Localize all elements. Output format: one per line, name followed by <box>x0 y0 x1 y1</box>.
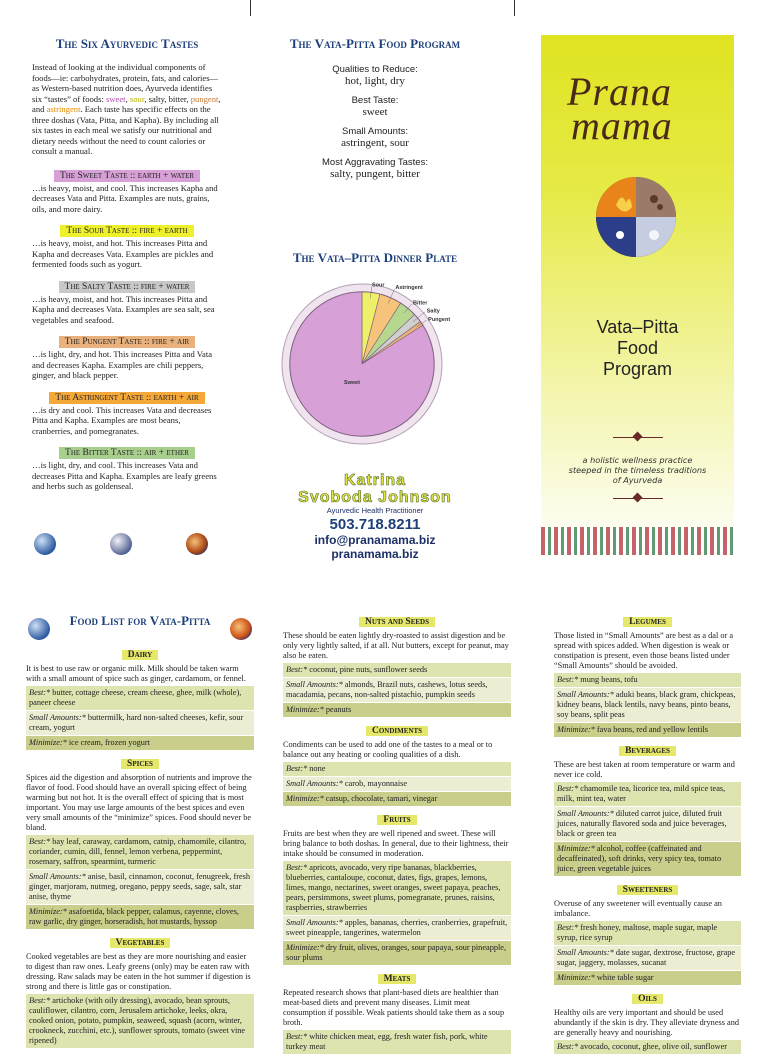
taste-heading: The Bitter Taste :: air + ether <box>59 447 195 459</box>
food-section-heading: Beverages <box>619 746 676 756</box>
food-row-label: Best:* <box>29 837 51 846</box>
food-row-label: Minimize:* <box>557 844 595 853</box>
taste-description: …is heavy, moist, and cool. This increases Kapha and decreases Vata and Pitta. Examples are nuts, grains, oils, and more dairy. <box>32 182 218 214</box>
food-row-text: bay leaf, caraway, cardamom, catnip, chamomile, cilantro, coriander, cumin, dill, fennel, lemon verbena, peppermint, rosemary, saffron, spearmint, turmeric <box>29 837 247 866</box>
food-row-text: asafoetida, black pepper, calamus, cayenne, cloves, raw garlic, dry ginger, horseradish, hot mustards, hyssop <box>29 907 240 926</box>
food-program-item-value: astringent, sour <box>341 137 409 149</box>
food-section-intro: It is best to use raw or organic milk. Milk should be taken warm with a small amount of spice such as ginger, cardamom, or fennel. <box>26 664 246 683</box>
food-section <box>554 988 741 1054</box>
food-section-heading: Legumes <box>623 617 672 627</box>
food-row-text: fresh honey, maltose, maple sugar, maple syrup, rice syrup <box>557 923 718 942</box>
food-row-label: Minimize:* <box>29 738 67 747</box>
food-row-best <box>283 663 511 677</box>
taste-entry <box>32 276 222 326</box>
food-section <box>554 611 741 737</box>
food-row-label: Small Amounts:* <box>29 872 86 881</box>
food-row-text: white chicken meat, egg, fresh water fish, pork, white turkey meat <box>286 1032 488 1051</box>
taste-entry <box>32 331 222 381</box>
food-row-label: Small Amounts:* <box>557 690 614 699</box>
food-program-item <box>280 64 470 87</box>
food-row-label: Minimize:* <box>286 794 324 803</box>
food-row-text: aduki beans, black gram, chickpeas, kidney beans, black lentils, navy beans, pinto beans, soy beans, split peas <box>557 690 736 719</box>
taste-entry <box>32 387 222 437</box>
food-program-item-value: sweet <box>362 106 388 118</box>
taste-description: …is dry and cool. This increases Vata and decreases Pitta and Kapha. Examples are most beans, cranberries, and pomegranates. <box>32 404 212 436</box>
food-row-label: Small Amounts:* <box>286 918 343 927</box>
food-section <box>283 611 511 717</box>
food-row-best <box>554 921 741 945</box>
food-row-label: Minimize:* <box>286 943 324 952</box>
food-list-column-1 <box>26 641 254 1049</box>
food-program-item-value: salty, pungent, bitter <box>330 168 420 180</box>
air-element-icon <box>34 533 56 555</box>
intro-word-salty: salty <box>148 93 165 104</box>
food-list-column-2 <box>283 608 511 1055</box>
cover-panel <box>541 35 734 561</box>
food-row-best <box>26 686 254 710</box>
food-section-intro: Repeated research shows that plant-based diets are healthier than meat-based diets and prevent many diseases. Limit meat consumption if possible. Weak patients should take them as a soup broth. <box>283 988 505 1027</box>
food-section-heading: Dairy <box>122 650 159 660</box>
food-row-label: Best:* <box>286 1032 308 1041</box>
phone-number[interactable]: 503.718.8211 <box>329 516 421 533</box>
taste-heading: The Sour Taste :: fire + earth <box>60 225 193 237</box>
intro-text-a: Instead of looking at the individual components of foods—ie: carbohydrates, protein, fats, and calories—as Western-based nutrition does, Ayurveda identifies six “tastes” of foods: <box>32 62 219 104</box>
ornament-divider <box>613 494 663 502</box>
food-program-item-label: Most Aggravating Tastes: <box>322 157 428 168</box>
taste-description: …is light, dry, and cool. This increases Vata and decreases Pitta and Kapha. Examples are leafy greens and herbs such as goldenseal. <box>32 460 217 491</box>
food-row-small <box>554 807 741 841</box>
cover-title-line3: Program <box>602 359 673 379</box>
food-row-text: coconut, pine nuts, sunflower seeds <box>307 665 428 674</box>
food-row-text: buttermilk, hard non-salted cheeses, kefir, sour cream, yogurt <box>29 713 244 732</box>
food-section-intro: Spices aid the digestion and absorption of nutrients and improve the flavor of food. Food should have an overall spicing effect of being warming but not hot. It is the overall effect of spicing that is most important. You may use large amounts of the best spices and even very small amounts of the “minimize” spices. Food should never be bland. <box>26 773 252 832</box>
food-program-item-label: Qualities to Reduce: <box>332 64 418 75</box>
tastes-list <box>32 165 222 492</box>
elements-emblem-icon <box>594 175 678 259</box>
intro-word-sour: sour <box>129 93 145 104</box>
food-row-best <box>554 1040 741 1054</box>
cover-title <box>541 317 734 380</box>
food-row-label: Small Amounts:* <box>286 779 343 788</box>
taste-entry <box>32 220 222 270</box>
food-row-text: chamomile tea, licorice tea, mild spice teas, milk, mint tea, water <box>557 784 726 803</box>
food-row-label: Best:* <box>557 923 579 932</box>
intro-word-bitter: bitter <box>168 93 187 104</box>
intro-word-sweet: sweet <box>106 93 126 104</box>
food-row-label: Best:* <box>286 665 308 674</box>
food-program-title: The Vata-Pitta Food Program <box>289 36 461 51</box>
pie-label-bitter: Bitter <box>412 300 428 307</box>
dinner-plate-chart <box>278 272 478 462</box>
food-row-text: mung beans, tofu <box>578 675 638 684</box>
food-section-heading: Fruits <box>377 815 416 825</box>
food-row-min <box>283 941 511 965</box>
food-row-label: Minimize:* <box>557 725 595 734</box>
food-program-item <box>280 95 470 118</box>
website-link[interactable]: pranamama.biz <box>331 547 419 561</box>
pie-label-sweet: Sweet <box>344 380 360 386</box>
food-list-title: Food List for Vata-Pitta <box>69 613 211 628</box>
food-row-text: butter, cottage cheese, cream cheese, ghee, milk (whole), paneer cheese <box>29 688 242 707</box>
food-row-min <box>26 736 254 750</box>
food-section-intro: Cooked vegetables are best as they are more nourishing and easier to digest than raw ones. Leafy greens (only) may be eaten raw with dressing. Raw salads may be eaten in the hot summer if digestion is strong and there is little gas or constipation. <box>26 952 251 991</box>
food-program-item <box>280 126 470 149</box>
water-element-icon <box>110 533 132 555</box>
food-row-min <box>283 703 511 717</box>
food-row-small <box>26 711 254 735</box>
food-section-heading: Vegetables <box>110 938 171 948</box>
food-program-item-value: hot, light, dry <box>345 75 405 87</box>
fold-mark-right <box>514 0 515 16</box>
food-row-text: carob, mayonnaise <box>342 779 408 788</box>
prana-mama-logo <box>567 69 717 148</box>
food-row-min <box>554 842 741 876</box>
food-row-label: Best:* <box>557 784 579 793</box>
food-program-item-label: Best Taste: <box>351 95 399 106</box>
food-section <box>26 753 254 929</box>
food-row-best <box>554 673 741 687</box>
food-row-text: ice cream, frozen yogurt <box>66 738 150 747</box>
taste-heading: The Salty Taste :: fire + water <box>59 281 196 293</box>
food-row-text: avocado, coconut, ghee, olive oil, sunflower <box>578 1042 728 1051</box>
taste-description: …is heavy, moist, and hot. This increases Pitta and Kapha and decreases Vata. Examples are pickles and fermented foods such as yogurt. <box>32 238 214 269</box>
food-row-min <box>283 792 511 806</box>
food-row-best <box>26 835 254 869</box>
food-row-text: anise, basil, cinnamon, coconut, fenugreek, fresh ginger, marjoram, nutmeg, oregano, peppy seeds, sage, salt, star anise, thyme <box>29 872 251 901</box>
food-section-intro: Overuse of any sweetener will eventually cause an imbalance. <box>554 899 722 918</box>
food-row-small <box>26 870 254 904</box>
food-row-text: diluted carrot juice, diluted fruit juices, naturally flavored soda and juice beverages, black or green tea <box>557 809 727 838</box>
email-link[interactable]: info@pranamama.biz <box>314 533 436 547</box>
food-row-text: peanuts <box>323 705 352 714</box>
food-row-min <box>554 723 741 737</box>
decorative-border-pattern <box>541 527 734 555</box>
food-row-small <box>554 688 741 722</box>
food-row-best <box>26 994 254 1048</box>
food-section <box>26 932 254 1048</box>
pie-label-astringent: Astringent <box>395 284 423 291</box>
food-program-items <box>280 64 470 180</box>
food-section-intro: Condiments can be used to add one of the tastes to a meal or to balance out any heating or cooling qualities of a dish. <box>283 740 493 759</box>
dinner-plate-title: The Vata–Pitta Dinner Plate <box>292 250 458 265</box>
food-row-text: apricots, avocado, very ripe bananas, blackberries, blueberries, cantaloupe, coconut, dates, figs, grapes, lemons, limes, mango, nectarines, sweet oranges, sweet papaya, peaches, pears, persimmons, sweet plums, pomegranate, prunes, raisins, raspberries, strawberries <box>286 863 501 912</box>
fire-element-icon <box>230 618 252 640</box>
food-section <box>283 809 511 965</box>
food-section <box>283 968 511 1054</box>
food-section-intro: Those listed in “Small Amounts” are best as a dal or a spread with spices added. When digestion is weak or constipation is present, even those beans listed under “Small Amounts” should be avoided. <box>554 631 734 670</box>
food-list-column-3 <box>554 608 741 1055</box>
taste-entry <box>32 442 222 492</box>
tagline-line2: steeped in the timeless traditions <box>568 465 707 475</box>
food-row-best <box>554 782 741 806</box>
pie-slices <box>290 292 434 436</box>
food-row-text: none <box>307 764 326 773</box>
pie-label-pungent: Pungent <box>428 317 451 324</box>
food-row-text: alcohol, coffee (caffeinated and decaffeinated), soft drinks, very spicy tea, tomato juice, green vegetable juices <box>557 844 722 873</box>
food-program-item-label: Small Amounts: <box>342 126 408 137</box>
food-row-small <box>283 678 511 702</box>
food-row-text: apples, bananas, cherries, cranberries, grapefruit, sweet pineapple, tangerines, watermelon <box>286 918 508 937</box>
six-tastes-panel <box>32 36 222 492</box>
food-row-text: catsup, chocolate, tamari, vinegar <box>323 794 438 803</box>
contact-block <box>270 472 480 561</box>
food-row-label: Small Amounts:* <box>286 680 343 689</box>
taste-description: …is light, dry, and hot. This increases Pitta and Vata and decreases Kapha. Examples are chili peppers, ginger, and black pepper. <box>32 349 213 380</box>
food-row-min <box>26 905 254 929</box>
cover-title-line1: Vata–Pitta <box>596 317 679 337</box>
taste-entry <box>32 165 222 215</box>
food-section-heading: Nuts and Seeds <box>359 617 435 627</box>
food-program-item <box>280 157 470 180</box>
practitioner-name-line2: Svoboda Johnson <box>298 489 452 506</box>
food-program-panel <box>280 36 470 188</box>
food-row-label: Best:* <box>286 863 308 872</box>
food-section <box>26 644 254 750</box>
taste-heading: The Sweet Taste :: earth + water <box>54 170 200 182</box>
food-row-label: Best:* <box>557 1042 579 1051</box>
air-element-icon <box>28 618 50 640</box>
food-row-text: almonds, Brazil nuts, cashews, lotus seeds, macadamia, pecans, non-salted pistachio, pumpkin seeds <box>286 680 488 699</box>
six-tastes-intro: Instead of looking at the individual components of foods—ie: carbohydrates, protein, fats, and calories—as Western-based nutrition does, Ayurveda identifies six “tastes” of foods: sweet, sour, salty, bitter, pungent, and astringent. Each taste has specific effects on the three doshas (Vata, Pitta, and Kapha). By including all six tastes in each meal we satisfy our nutritional and dietary needs without the need to count calories or consult a manual. <box>32 62 221 156</box>
food-section-intro: These are best taken at room temperature or warm and never ice cold. <box>554 760 735 779</box>
practitioner-role: Ayurvedic Health Practitioner <box>326 506 424 515</box>
food-row-label: Best:* <box>29 996 51 1005</box>
practitioner-name-line1: Katrina <box>343 472 407 489</box>
food-row-text: date sugar, dextrose, fructose, grape sugar, jaggery, molasses, sucanat <box>557 948 736 967</box>
food-row-min <box>554 971 741 985</box>
taste-heading: The Pungent Taste :: fire + air <box>59 336 195 348</box>
logo-line1: Prana <box>567 69 672 114</box>
food-section <box>283 720 511 806</box>
food-section <box>554 879 741 985</box>
taste-heading: The Astringent Taste :: earth + air <box>49 392 204 404</box>
food-row-label: Minimize:* <box>286 705 324 714</box>
food-section-heading: Oils <box>632 994 663 1004</box>
food-row-text: white table sugar <box>594 973 654 982</box>
food-section-intro: Healthy oils are very important and should be used abundantly if the skin is dry. They alleviate dryness and are generally heavy and nourishing. <box>554 1008 740 1037</box>
tagline-line3: of Ayurveda <box>612 475 663 485</box>
food-row-text: artichoke (with oily dressing), avocado, bean sprouts, cauliflower, cilantro, corn, Jerusalem artichoke, leeks, okra, cooked onion, potato, pumpkin, seaweed, squash (acorn, winter, crookneck, zucchini, etc.), sunflower sprouts, tomato (sweet vine ripened) <box>29 996 246 1045</box>
taste-description: …is heavy, moist, and hot. This increases Pitta and Kapha and decreases Vata. Examples are sea salt, sea vegetables and seafood. <box>32 293 215 325</box>
food-row-best <box>283 861 511 915</box>
food-row-label: Minimize:* <box>557 973 595 982</box>
food-section-heading: Meats <box>378 974 417 984</box>
food-section-intro: These should be eaten lightly dry-roasted to assist digestion and be only very lightly salted, if at all. Nut butters, except for peanut, may also be eaten. <box>283 631 509 660</box>
food-row-label: Small Amounts:* <box>557 809 614 818</box>
tagline-line1: a holistic wellness practice <box>582 455 693 465</box>
intro-word-astringent: astringent <box>46 104 81 114</box>
food-row-best <box>283 762 511 776</box>
food-row-label: Small Amounts:* <box>557 948 614 957</box>
food-row-text: dry fruit, olives, oranges, sour papaya, sour pineapple, sour plums <box>286 943 507 962</box>
food-section-heading: Condiments <box>366 726 428 736</box>
food-row-small <box>283 777 511 791</box>
cover-tagline <box>541 455 734 485</box>
food-row-small <box>283 916 511 940</box>
fire-element-icon <box>186 533 208 555</box>
pie-label-salty: Salty <box>426 308 440 315</box>
food-section-intro: Fruits are best when they are well ripened and sweet. These will bring balance to both doshas. In general, due to their lightness, their intake should be consumed in moderation. <box>283 829 509 858</box>
pie-label-sour: Sour <box>372 282 385 289</box>
food-row-text: fava beans, red and yellow lentils <box>594 725 708 734</box>
food-row-label: Best:* <box>29 688 51 697</box>
ornament-divider <box>613 433 663 441</box>
six-tastes-title: The Six Ayurvedic Tastes <box>55 36 199 51</box>
fold-mark-left <box>250 0 251 16</box>
food-row-label: Best:* <box>557 675 579 684</box>
logo-line2: mama <box>571 103 673 148</box>
cover-title-line2: Food <box>616 338 659 358</box>
food-section-heading: Spices <box>121 759 159 769</box>
food-section <box>554 740 741 876</box>
food-section-heading: Sweeteners <box>617 885 679 895</box>
food-row-label: Minimize:* <box>29 907 67 916</box>
food-row-label: Best:* <box>286 764 308 773</box>
food-row-small <box>554 946 741 970</box>
intro-word-pungent: pungent <box>190 93 219 104</box>
food-row-label: Small Amounts:* <box>29 713 86 722</box>
food-row-best <box>283 1030 511 1054</box>
intro-text-b: . Each taste has specific effects on the three doshas (Vata, Pitta, and Kapha). By including all six tastes in each meal we satisfy our nutritional and dietary needs without the need to count calories or consult a manual. <box>32 104 219 156</box>
